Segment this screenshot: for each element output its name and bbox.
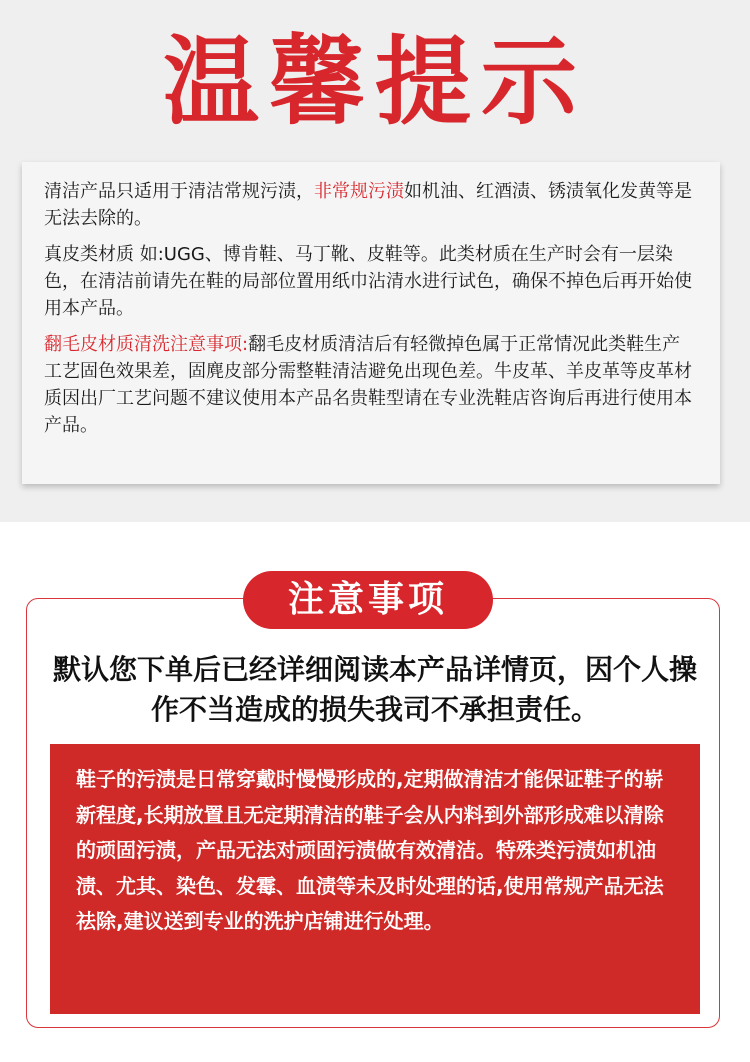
notice-paragraph-suede [44, 331, 698, 439]
suede-highlight: 翻毛皮材质清洗注意事项: [44, 334, 249, 355]
notice-paragraph-stain-types [44, 178, 698, 232]
page-title: 温馨提示 [163, 26, 587, 138]
suede-text: 翻毛皮材质清洁后有轻微掉色属于正常情况此类鞋生产工艺固色效果差，固麂皮部分需整鞋清洁避免出现色差。牛皮革、羊皮革等皮革材质因出厂工艺问题不建议使用本产品名贵鞋型请在专业洗鞋店咨询后再进行使用本产品。 [44, 334, 692, 436]
notice-paragraph-genuine-leather: 真皮类材质 如:UGG、博肯鞋、马丁靴、皮鞋等。此类材质在生产时会有一层染色，在清洁前请先在鞋的局部位置用纸巾沾清水进行试色，确保不掉色后再开始使用本产品。 [44, 244, 692, 319]
stain-text-before: 清洁产品只适用于清洁常规污渍， [44, 181, 314, 202]
caution-body: 鞋子的污渍是日常穿戴时慢慢形成的,定期做清洁才能保证鞋子的崭新程度,长期放置且无定期清洁的鞋子会从内料到外部形成难以清除的顽固污渍，产品无法对顽固污渍做有效清洁。特殊类污渍如机油渍、尤其、染色、发霉、血渍等未及时处理的话,使用常规产品无法祛除,建议送到专业的洗护店铺进行处理。 [50, 744, 700, 1014]
notice-card [22, 162, 720, 484]
disclaimer-text: 默认您下单后已经详细阅读本产品详情页，因个人操作不当造成的损失我司不承担责任。 [52, 653, 697, 726]
stain-text-after: 如机油、红酒渍、锈渍氧化发黄等是无法去除的。 [44, 181, 692, 229]
caution-badge: 注意事项 [243, 571, 493, 629]
stain-highlight: 非常规污渍 [314, 181, 404, 202]
